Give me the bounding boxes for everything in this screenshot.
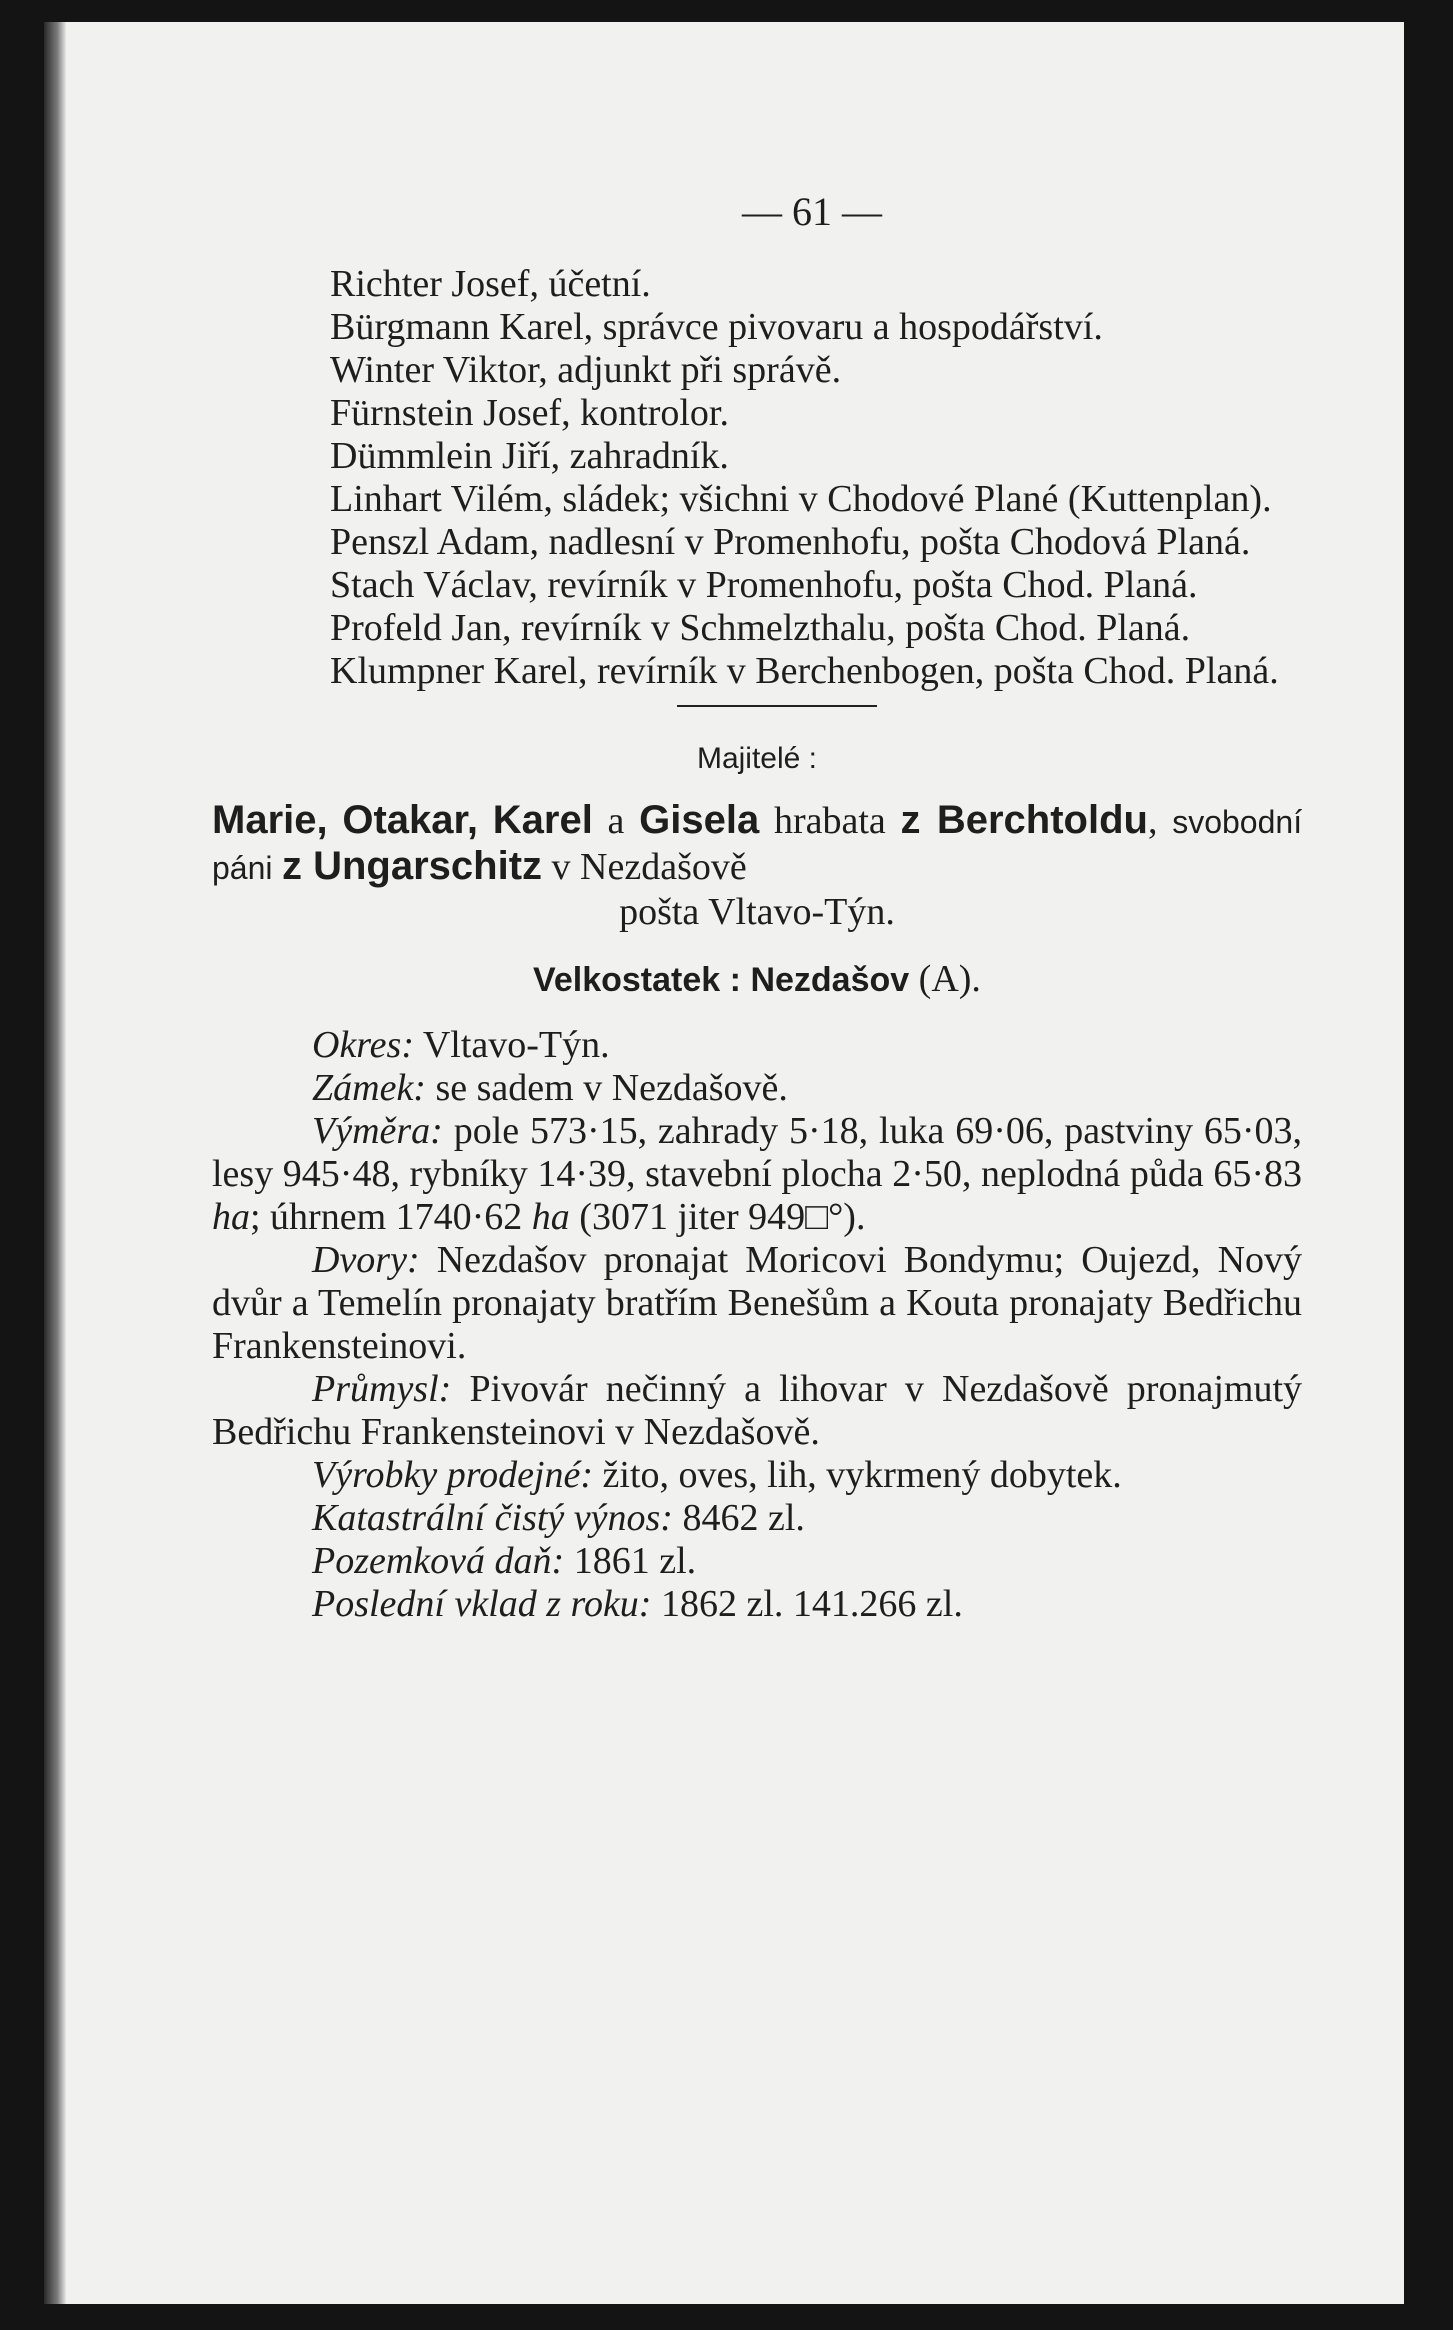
- estate-name: Nezdašov: [750, 961, 910, 999]
- field-value: Vltavo-Týn.: [422, 1024, 610, 1066]
- staff-name: Richter Josef,: [330, 263, 539, 305]
- staff-entry: [212, 650, 1302, 693]
- staff-role: revírník v Berchenbogen, pošta Chod. Planá.: [596, 650, 1279, 692]
- owner-place: v Nezdašově: [551, 846, 747, 888]
- owner-family: z Berchtoldu: [900, 798, 1148, 842]
- estate-code: (A).: [918, 958, 981, 1000]
- staff-role: revírník v Promenhofu, pošta Chod. Planá.: [547, 564, 1198, 606]
- staff-role: kontrolor.: [580, 392, 729, 434]
- staff-name: Klumpner Karel,: [330, 650, 588, 692]
- staff-role: zahradník.: [569, 435, 729, 477]
- staff-role: adjunkt při správě.: [557, 349, 842, 391]
- staff-role: nadlesní v Promenhofu, pošta Chodová Planá.: [548, 521, 1251, 563]
- field-okres: [212, 1024, 1302, 1067]
- staff-name: Bürgmann Karel,: [330, 306, 594, 348]
- staff-role: sládek; všichni v Chodové Plané (Kuttenplan).: [562, 478, 1272, 520]
- owners-paragraph: Marie, Otakar, Karel a Gisela hrabata z Berchtoldu, svobodní páni z Ungarschitz v Nezdašově pošta Vltavo-Týn.: [212, 798, 1303, 933]
- owner-name: Gisela: [639, 798, 760, 842]
- staff-entry: [212, 435, 1302, 478]
- owner-name: Karel: [492, 798, 593, 842]
- owners-heading: Majitelé :: [696, 742, 818, 775]
- owner-title: svobodní páni: [212, 804, 1303, 886]
- staff-role: revírník v Schmelzthalu, pošta Chod. Planá.: [521, 607, 1191, 649]
- owner-family: z Ungarschitz: [282, 844, 543, 888]
- field-dan: [212, 1540, 1302, 1583]
- field-zamek: [212, 1067, 1302, 1110]
- section-divider: [677, 705, 877, 707]
- estate-heading: [212, 958, 1302, 1002]
- field-vyrobky: [212, 1454, 1302, 1497]
- staff-entry: [212, 306, 1302, 349]
- field-value: (3071 jiter 949□°).: [579, 1196, 866, 1238]
- field-label: Výměra:: [312, 1110, 443, 1152]
- estate-label: Velkostatek :: [533, 961, 741, 999]
- book-page: [44, 22, 1404, 2304]
- staff-name: Linhart Vilém,: [330, 478, 553, 520]
- field-value: ; úhrnem 1740·62: [250, 1196, 523, 1238]
- field-value: se sadem v Nezdašově.: [435, 1067, 788, 1109]
- page-number: — 61 —: [742, 189, 882, 234]
- owners-conjunction: a: [607, 800, 625, 842]
- staff-name: Fürnstein Josef,: [330, 392, 571, 434]
- staff-entry: [212, 564, 1302, 607]
- field-value: pole 573·15, zahrady 5·18, luka 69·06, pastviny 65·03, lesy 945·48, rybníky 14·39, stavební plocha 2·50, neplodná půda 65·83: [212, 1110, 1302, 1195]
- owner-name: Marie: [212, 798, 317, 842]
- field-label: Poslední vklad z roku:: [312, 1583, 652, 1625]
- owner-post: pošta Vltavo-Týn.: [619, 891, 895, 933]
- field-dvory: [212, 1239, 1302, 1368]
- field-label: Dvory:: [312, 1239, 420, 1281]
- staff-list: [212, 263, 1302, 693]
- field-vklad: [212, 1583, 1302, 1626]
- staff-entry: [212, 607, 1302, 650]
- field-vymera: [212, 1110, 1302, 1239]
- page-binding-shadow: [44, 22, 66, 2304]
- staff-entry: [212, 392, 1302, 435]
- staff-entry: [212, 521, 1302, 564]
- field-label: Katastrální čistý výnos:: [312, 1497, 673, 1539]
- staff-entry: [212, 263, 1302, 306]
- staff-name: Penszl Adam,: [330, 521, 539, 563]
- field-value: 8462 zl.: [682, 1497, 805, 1539]
- field-unit: ha: [531, 1196, 570, 1238]
- field-value: 1862 zl. 141.266 zl.: [660, 1583, 963, 1625]
- staff-name: Stach Václav,: [330, 564, 538, 606]
- field-prumysl: [212, 1368, 1302, 1454]
- estate-fields: [212, 1024, 1302, 1626]
- staff-role: účetní.: [548, 263, 651, 305]
- staff-role: správce pivovaru a hospodářství.: [602, 306, 1103, 348]
- page-content: [212, 190, 1302, 1626]
- field-value: žito, oves, lih, vykrmený dobytek.: [602, 1454, 1122, 1496]
- field-label: Průmysl:: [312, 1368, 452, 1410]
- staff-entry: [212, 478, 1302, 521]
- staff-name: Dümmlein Jiří,: [330, 435, 561, 477]
- staff-name: Winter Viktor,: [330, 349, 548, 391]
- field-value: Nezdašov pronajat Moricovi Bondymu; Oujezd, Nový dvůr a Temelín pronajaty bratřím Benešům a Kouta pronajaty Bedřichu Frankensteinovi.: [212, 1239, 1303, 1367]
- field-value: Pivovár nečinný a lihovar v Nezdašově pronajmutý Bedřichu Frankensteinovi v Nezdašově.: [212, 1368, 1302, 1453]
- owner-title: hrabata: [773, 800, 886, 842]
- field-katastr: [212, 1497, 1302, 1540]
- field-unit: ha: [212, 1196, 250, 1238]
- owner-name: Otakar: [342, 798, 467, 842]
- field-label: Zámek:: [312, 1067, 426, 1109]
- field-label: Okres:: [312, 1024, 414, 1066]
- field-label: Pozemková daň:: [312, 1540, 565, 1582]
- field-value: 1861 zl.: [573, 1540, 697, 1582]
- staff-entry: [212, 349, 1302, 392]
- field-label: Výrobky prodejné:: [312, 1454, 594, 1496]
- staff-name: Profeld Jan,: [330, 607, 512, 649]
